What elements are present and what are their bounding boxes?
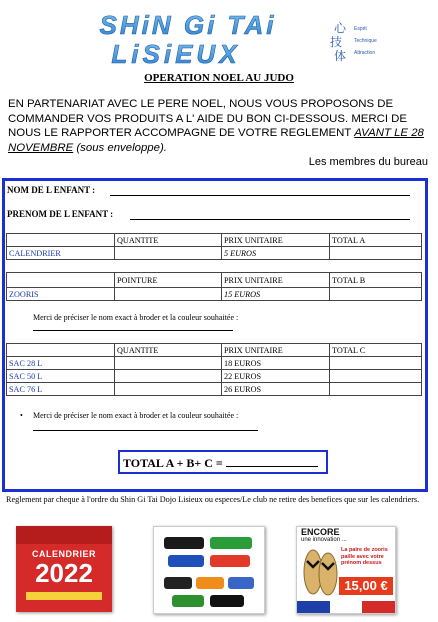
calendar-yellow-band <box>26 592 102 600</box>
child-firstname-field[interactable] <box>130 219 410 220</box>
table-row-item: SAC 76 L <box>7 383 115 396</box>
zoori-description: La paire de zooris paille avec votre prénom dessus <box>341 547 388 566</box>
size-cell[interactable] <box>115 288 222 301</box>
quantity-cell[interactable] <box>115 247 222 260</box>
kanji-logo <box>324 20 404 62</box>
quantity-cell[interactable] <box>115 383 222 396</box>
embroidery-note: Merci de préciser le nom exact à broder et la couleur souhaitée : <box>33 313 239 322</box>
kanji-3: 体 <box>334 49 347 62</box>
table-header: PRIX UNITAIRE <box>222 273 330 288</box>
table-header: PRIX UNITAIRE <box>222 234 330 247</box>
embroidery-field[interactable] <box>33 430 258 431</box>
total-cell[interactable] <box>330 357 422 370</box>
signature: Les membres du bureau <box>308 156 428 168</box>
table-header: QUANTITE <box>115 344 222 357</box>
calendar-image <box>16 526 112 612</box>
item-name: ZOORIS <box>7 288 115 301</box>
zoori-subtitle: une innovation ... <box>301 537 347 543</box>
bags-image <box>153 526 265 614</box>
unit-price: 15 EUROS <box>222 288 330 301</box>
table-header: TOTAL B <box>330 273 422 288</box>
page-title: OPERATION NOEL AU JUDO <box>144 72 294 84</box>
table-header: QUANTITE <box>115 234 222 247</box>
logo-word-3: Attraction <box>354 50 376 56</box>
club-name-line2: LiSiEUX <box>111 39 241 68</box>
child-firstname-label: PRENOM DE L ENFANT : <box>7 209 114 219</box>
flag-strip <box>297 601 395 613</box>
quantity-cell[interactable] <box>115 370 222 383</box>
kanji-2: 技 <box>330 35 343 49</box>
club-name-line1: SHiN Gi TAi <box>99 10 277 40</box>
bag-icon <box>172 595 204 607</box>
grand-total-box <box>118 450 328 474</box>
embroidery-field[interactable] <box>33 330 233 331</box>
calendar-table <box>6 233 422 260</box>
item-name: CALENDRIER <box>7 247 115 260</box>
table-header <box>7 234 115 247</box>
zooris-image <box>296 526 396 614</box>
total-cell[interactable] <box>330 288 422 301</box>
intro-paragraph <box>8 97 433 155</box>
zoori-price: 15,00 € <box>339 577 393 595</box>
logo-word-2: Technique <box>354 38 377 44</box>
quantity-cell[interactable] <box>115 357 222 370</box>
child-name-field[interactable] <box>110 195 410 196</box>
table-row-item: SAC 28 L <box>7 357 115 370</box>
table-row-item: SAC 50 L <box>7 370 115 383</box>
grand-total-label: TOTAL A + B+ C = <box>123 456 223 470</box>
total-cell[interactable] <box>330 247 422 260</box>
table-header: PRIX UNITAIRE <box>222 344 330 357</box>
bag-icon <box>196 577 224 589</box>
bag-icon <box>164 577 192 589</box>
unit-price: 5 EUROS <box>222 247 330 260</box>
sandal-icon <box>301 547 339 597</box>
unit-price: 22 EUROS <box>222 370 330 383</box>
unit-price: 18 EUROS <box>222 357 330 370</box>
logo-word-1: Esprit <box>354 26 367 32</box>
total-cell[interactable] <box>330 370 422 383</box>
bag-icon <box>164 537 204 549</box>
envelope-note: (sous enveloppe). <box>73 141 167 154</box>
calendar-header-band <box>16 526 112 544</box>
bag-icon <box>228 577 254 589</box>
table-header: POINTURE <box>115 273 222 288</box>
zooris-table <box>6 272 422 301</box>
total-cell[interactable] <box>330 383 422 396</box>
bag-icon <box>210 595 244 607</box>
calendar-year: 2022 <box>35 558 93 588</box>
table-header <box>7 273 115 288</box>
table-header <box>7 344 115 357</box>
calendar-word: CALENDRIER <box>31 549 96 559</box>
child-name-label: NOM DE L ENFANT : <box>7 185 96 195</box>
intro-text: EN PARTENARIAT AVEC LE PERE NOEL, NOUS VOUS PROPOSONS DE COMMANDER VOS PRODUITS A L' AIDE DU BON CI-DESSOUS. MERCI DE NOUS LE RAPPORTER ACCOMPAGNE DE VOTRE REGLEMENT <box>8 98 408 139</box>
bags-table <box>6 343 422 396</box>
bullet: • <box>20 411 23 420</box>
payment-note: Reglement par cheque à l'ordre du Shin Gi Tai Dojo Lisieux ou especes/Le club ne retire des benefices que sur les calendriers. <box>6 495 420 504</box>
table-header: TOTAL C <box>330 344 422 357</box>
bag-icon <box>168 555 204 567</box>
bag-icon <box>210 555 250 567</box>
club-name-logo <box>58 8 318 68</box>
zoori-encore: ENCORE <box>301 527 340 537</box>
unit-price: 26 EUROS <box>222 383 330 396</box>
grand-total-field[interactable] <box>226 456 318 467</box>
order-form <box>2 178 428 492</box>
embroidery-note: Merci de préciser le nom exact à broder et la couleur souhaitée : <box>33 411 239 420</box>
kanji-1: 心 <box>334 21 347 35</box>
table-header: TOTAL A <box>330 234 422 247</box>
deadline: AVANT LE 28 NOVEMBRE <box>8 127 424 154</box>
bag-icon <box>210 537 252 549</box>
